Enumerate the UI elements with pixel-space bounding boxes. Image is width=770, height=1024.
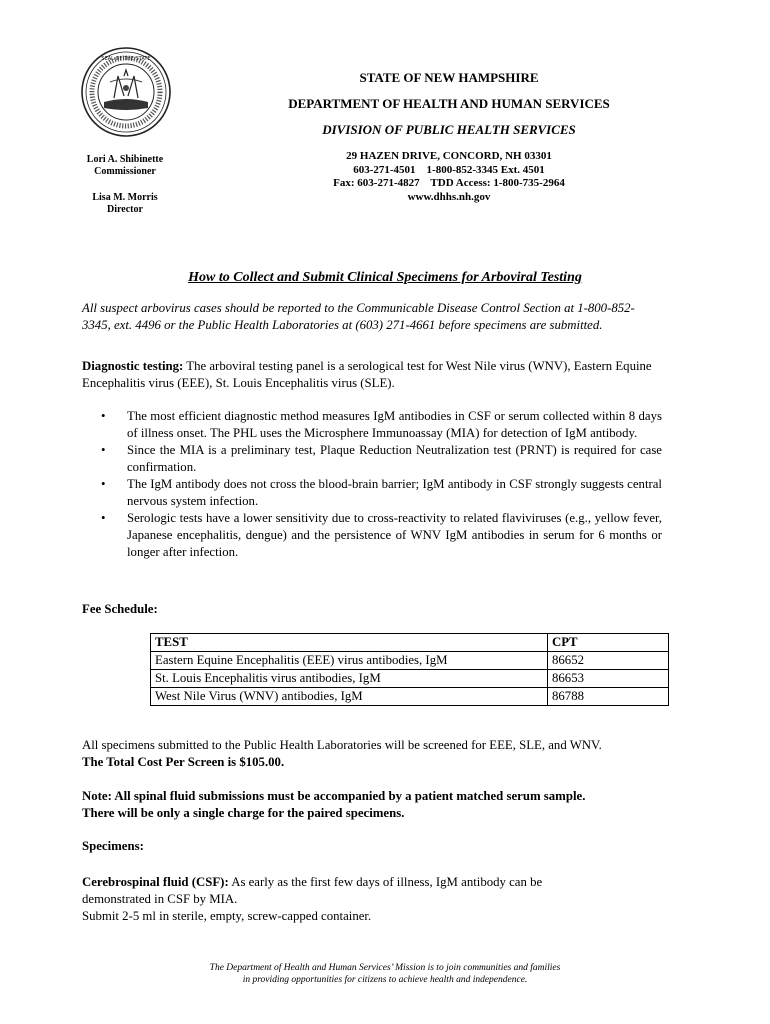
- bullet-icon: •: [101, 511, 106, 525]
- diagnostic-text: The arboviral testing panel is a serological test for West Nile virus (WNV), Eastern Equine Encephalitis virus (EEE), St. Louis Encephalitis virus (SLE).: [82, 359, 652, 390]
- director-name: Lisa M. Morris: [92, 192, 158, 203]
- list-item: • Since the MIA is a preliminary test, Plaque Reduction Neutralization test (PRNT) is required for case confirmation.: [101, 443, 662, 474]
- table-cell-test: West Nile Virus (WNV) antibodies, IgM: [151, 688, 548, 706]
- csf-submit: Submit 2-5 ml in sterile, empty, screw-capped container.: [82, 909, 372, 923]
- table-cell-cpt: 86788: [548, 688, 669, 706]
- column-header-test: TEST: [151, 634, 548, 652]
- footer-line-1: The Department of Health and Human Services’ Mission is to join communities and families: [209, 963, 561, 973]
- csf-paragraph: [82, 874, 602, 925]
- list-item: • Serologic tests have a lower sensitivity due to cross-reactivity to related flaviviruses (e.g., yellow fever, Japanese encephalitis, dengue) and the persistence of WNV IgM antibodies in serum for 6 months or longer after infection.: [101, 511, 662, 559]
- footer-line-2: in providing opportunities for citizens to achieve health and independence.: [242, 975, 528, 985]
- csf-text: As early as the first few days of illness, IgM antibody can be demonstrated in CSF by MIA.: [82, 875, 543, 906]
- diagnostic-label: Diagnostic testing:: [82, 359, 184, 373]
- header-department: DEPARTMENT OF HEALTH AND HUMAN SERVICES: [288, 96, 610, 111]
- bullet-icon: •: [101, 409, 106, 423]
- fee-schedule-table: [150, 633, 669, 706]
- intro-paragraph: All suspect arbovirus cases should be reported to the Communicable Disease Control Section at 1-800-852-3345, ext. 4496 or the Public Health Laboratories at (603) 271-4661 before specimens are submitted.: [82, 301, 635, 332]
- table-row: [151, 670, 669, 688]
- column-header-cpt: CPT: [548, 634, 669, 652]
- bullet-icon: •: [101, 443, 106, 457]
- list-item: • The IgM antibody does not cross the blood-brain barrier; IgM antibody in CSF strongly suggests central nervous system infection.: [101, 477, 662, 508]
- diagnostic-bullet-list: [82, 408, 662, 561]
- table-cell-test: St. Louis Encephalitis virus antibodies, IgM: [151, 670, 548, 688]
- screening-text: All specimens submitted to the Public Health Laboratories will be screened for EEE, SLE, and WNV.: [82, 738, 602, 752]
- fee-schedule-heading: Fee Schedule:: [82, 602, 158, 616]
- commissioner-name: Lori A. Shibinette: [86, 154, 164, 165]
- director-block: [70, 192, 180, 216]
- document-title: How to Collect and Submit Clinical Specimens for Arboviral Testing: [188, 270, 582, 285]
- table-cell-cpt: 86653: [548, 670, 669, 688]
- header-website[interactable]: www.dhhs.nh.gov: [407, 190, 491, 203]
- state-seal-image: [80, 46, 172, 138]
- header-contact-block: [240, 150, 658, 204]
- header-state: STATE OF NEW HAMPSHIRE: [359, 70, 539, 85]
- csf-label: Cerebrospinal fluid (CSF):: [82, 875, 229, 889]
- table-row: [151, 688, 669, 706]
- footer-mission: [0, 962, 770, 986]
- header-phones: 603-271-4501 1-800-852-3345 Ext. 4501: [353, 163, 545, 176]
- list-item: • The most efficient diagnostic method measures IgM antibodies in CSF or serum collected within 8 days of illness onset. The PHL uses the Microsphere Immunoassay (MIA) for detection of IgM antibody.: [101, 409, 662, 440]
- table-cell-test: Eastern Equine Encephalitis (EEE) virus antibodies, IgM: [151, 652, 548, 670]
- table-cell-cpt: 86652: [548, 652, 669, 670]
- table-row: [151, 652, 669, 670]
- bullet-icon: •: [101, 477, 106, 491]
- commissioner-title: Commissioner: [94, 166, 156, 177]
- specimens-heading: Specimens:: [82, 839, 144, 853]
- table-header-row: [151, 634, 669, 652]
- svg-text:SEAL OF THE STATE: SEAL OF THE STATE: [101, 56, 151, 62]
- note-paragraph: Note: All spinal fluid submissions must be accompanied by a patient matched serum sample. There will be only a single charge for the paired specimens.: [82, 789, 586, 820]
- screening-cost: The Total Cost Per Screen is $105.00.: [82, 755, 285, 769]
- screening-paragraph: [82, 737, 662, 771]
- director-title: Director: [107, 204, 143, 215]
- commissioner-block: [70, 154, 180, 178]
- header-division: DIVISION OF PUBLIC HEALTH SERVICES: [322, 122, 576, 137]
- header-address: 29 HAZEN DRIVE, CONCORD, NH 03301: [346, 150, 552, 162]
- diagnostic-paragraph: [82, 358, 662, 392]
- header-fax: Fax: 603-271-4827 TDD Access: 1-800-735-2964: [333, 177, 565, 189]
